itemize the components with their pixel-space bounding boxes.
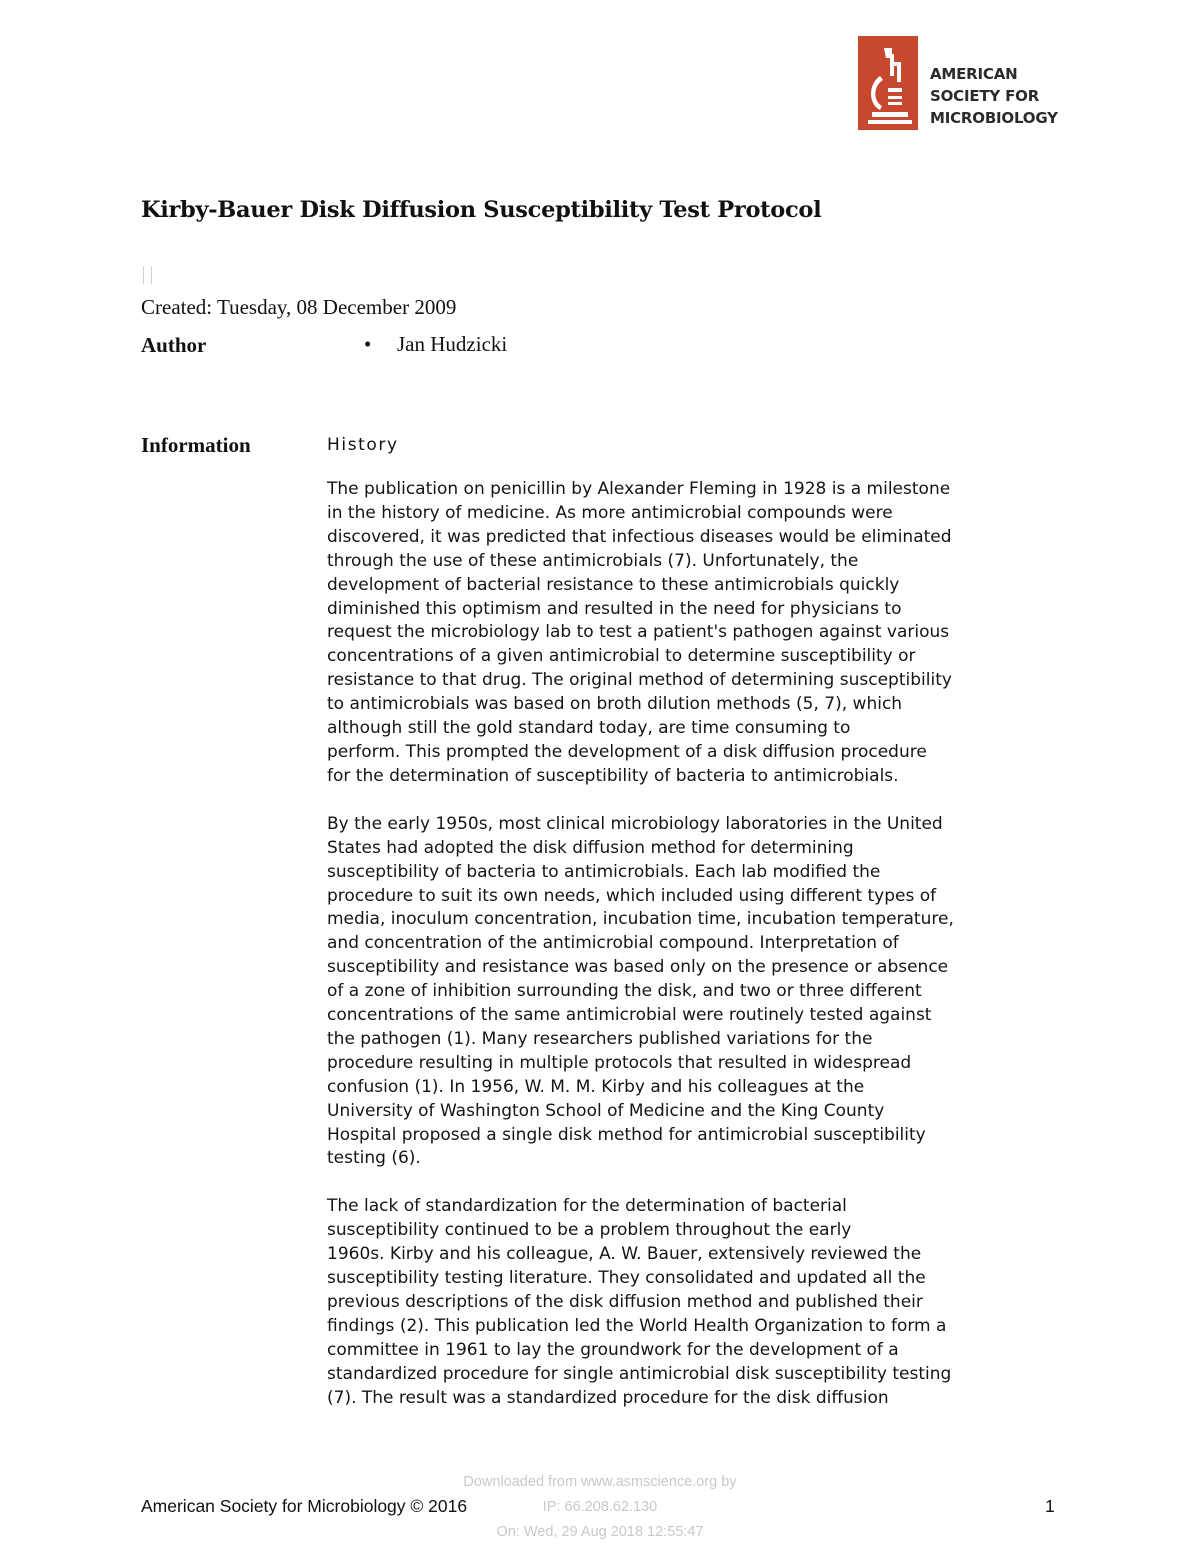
footer-copyright: American Society for Microbiology © 2016	[141, 1496, 468, 1516]
author-list-item	[364, 329, 507, 359]
text-line: development of bacterial resistance to these antimicrobials quickly	[327, 574, 900, 595]
text-line: susceptibility of bacteria to antimicrobials. Each lab modified the	[327, 861, 881, 882]
page-number: 1	[1045, 1496, 1055, 1516]
text-line: the pathogen (1). Many researchers published variations for the	[327, 1028, 873, 1049]
text-line: in the history of medicine. As more antimicrobial compounds were	[327, 502, 893, 523]
text-line: confusion (1). In 1956, W. M. M. Kirby and his colleagues at the	[327, 1076, 865, 1097]
text-line: for the determination of susceptibility of bacteria to antimicrobials.	[327, 765, 899, 786]
watermark-line: Downloaded from www.asmscience.org by	[463, 1474, 737, 1490]
section-heading-history: History	[327, 435, 399, 455]
text-line: resistance to that drug. The original method of determining susceptibility	[327, 670, 952, 691]
text-line: through the use of these antimicrobials (7). Unfortunately, the	[327, 550, 859, 571]
text-line: The lack of standardization for the determination of bacterial	[327, 1196, 847, 1217]
text-line: susceptibility and resistance was based only on the presence or absence	[327, 957, 949, 978]
text-line: Hospital proposed a single disk method for antimicrobial susceptibility	[327, 1124, 926, 1145]
logo-line: AMERICAN	[930, 65, 1018, 83]
text-line: and concentration of the antimicrobial compound. Interpretation of	[327, 933, 899, 954]
text-line: although still the gold standard today, are time consuming to	[327, 718, 851, 739]
document-title: Kirby-Bauer Disk Diffusion Susceptibility Test Protocol	[141, 197, 822, 223]
text-line: request the microbiology lab to test a patient's pathogen against various	[327, 622, 950, 643]
history-paragraph	[327, 1195, 1067, 1410]
text-line: testing (6).	[327, 1148, 421, 1169]
logo-line: SOCIETY FOR	[930, 87, 1040, 105]
bullet-icon: •	[364, 332, 372, 356]
text-line: University of Washington School of Medicine and the King County	[327, 1100, 885, 1121]
logo-line: MICROBIOLOGY	[930, 109, 1058, 127]
created-date: Created: Tuesday, 08 December 2009	[141, 295, 457, 319]
text-line: procedure resulting in multiple protocols that resulted in widespread	[327, 1052, 912, 1073]
text-line: committee in 1961 to lay the groundwork for the development of a	[327, 1339, 899, 1360]
author-label: Author	[141, 333, 207, 357]
author-name: Jan Hudzicki	[397, 332, 508, 356]
text-line: States had adopted the disk diffusion method for determining	[327, 837, 854, 858]
text-line: perform. This prompted the development of a disk diffusion procedure	[327, 741, 927, 762]
text-line: previous descriptions of the disk diffusion method and published their	[327, 1292, 923, 1312]
history-paragraph	[327, 813, 1067, 1172]
text-cursor-marker	[143, 266, 152, 284]
text-line: discovered, it was predicted that infectious diseases would be eliminated	[327, 526, 952, 547]
text-line: The publication on penicillin by Alexander Fleming in 1928 is a milestone	[327, 479, 951, 499]
text-line: susceptibility continued to be a problem throughout the early	[327, 1220, 852, 1241]
text-line: susceptibility testing literature. They consolidated and updated all the	[327, 1268, 926, 1289]
text-line: findings (2). This publication led the World Health Organization to form a	[327, 1315, 947, 1336]
asm-logo	[858, 36, 1068, 131]
text-line: diminished this optimism and resulted in the need for physicians to	[327, 598, 902, 619]
text-line: By the early 1950s, most clinical microbiology laboratories in the United	[327, 813, 943, 834]
text-line: 1960s. Kirby and his colleague, A. W. Bauer, extensively reviewed the	[327, 1244, 922, 1265]
history-paragraph	[327, 478, 1067, 789]
watermark-line: On: Wed, 29 Aug 2018 12:55:47	[496, 1524, 704, 1540]
history-body	[327, 478, 1067, 1435]
text-line: concentrations of the same antimicrobial were routinely tested against	[327, 1005, 932, 1026]
text-line: concentrations of a given antimicrobial to determine susceptibility or	[327, 646, 916, 667]
logo-wordmark	[930, 63, 1058, 129]
text-line: to antimicrobials was based on broth dilution methods (5, 7), which	[327, 694, 903, 715]
microscope-icon	[858, 36, 918, 130]
text-line: (7). The result was a standardized procedure for the disk diffusion	[327, 1387, 889, 1408]
text-line: standardized procedure for single antimicrobial disk susceptibility testing	[327, 1363, 952, 1384]
watermark-line: IP: 66.208.62.130	[542, 1499, 658, 1515]
text-line: procedure to suit its own needs, which included using different types of	[327, 885, 937, 906]
information-label: Information	[141, 433, 251, 457]
text-line: of a zone of inhibition surrounding the disk, and two or three different	[327, 981, 922, 1002]
text-line: media, inoculum concentration, incubation time, incubation temperature,	[327, 909, 954, 930]
